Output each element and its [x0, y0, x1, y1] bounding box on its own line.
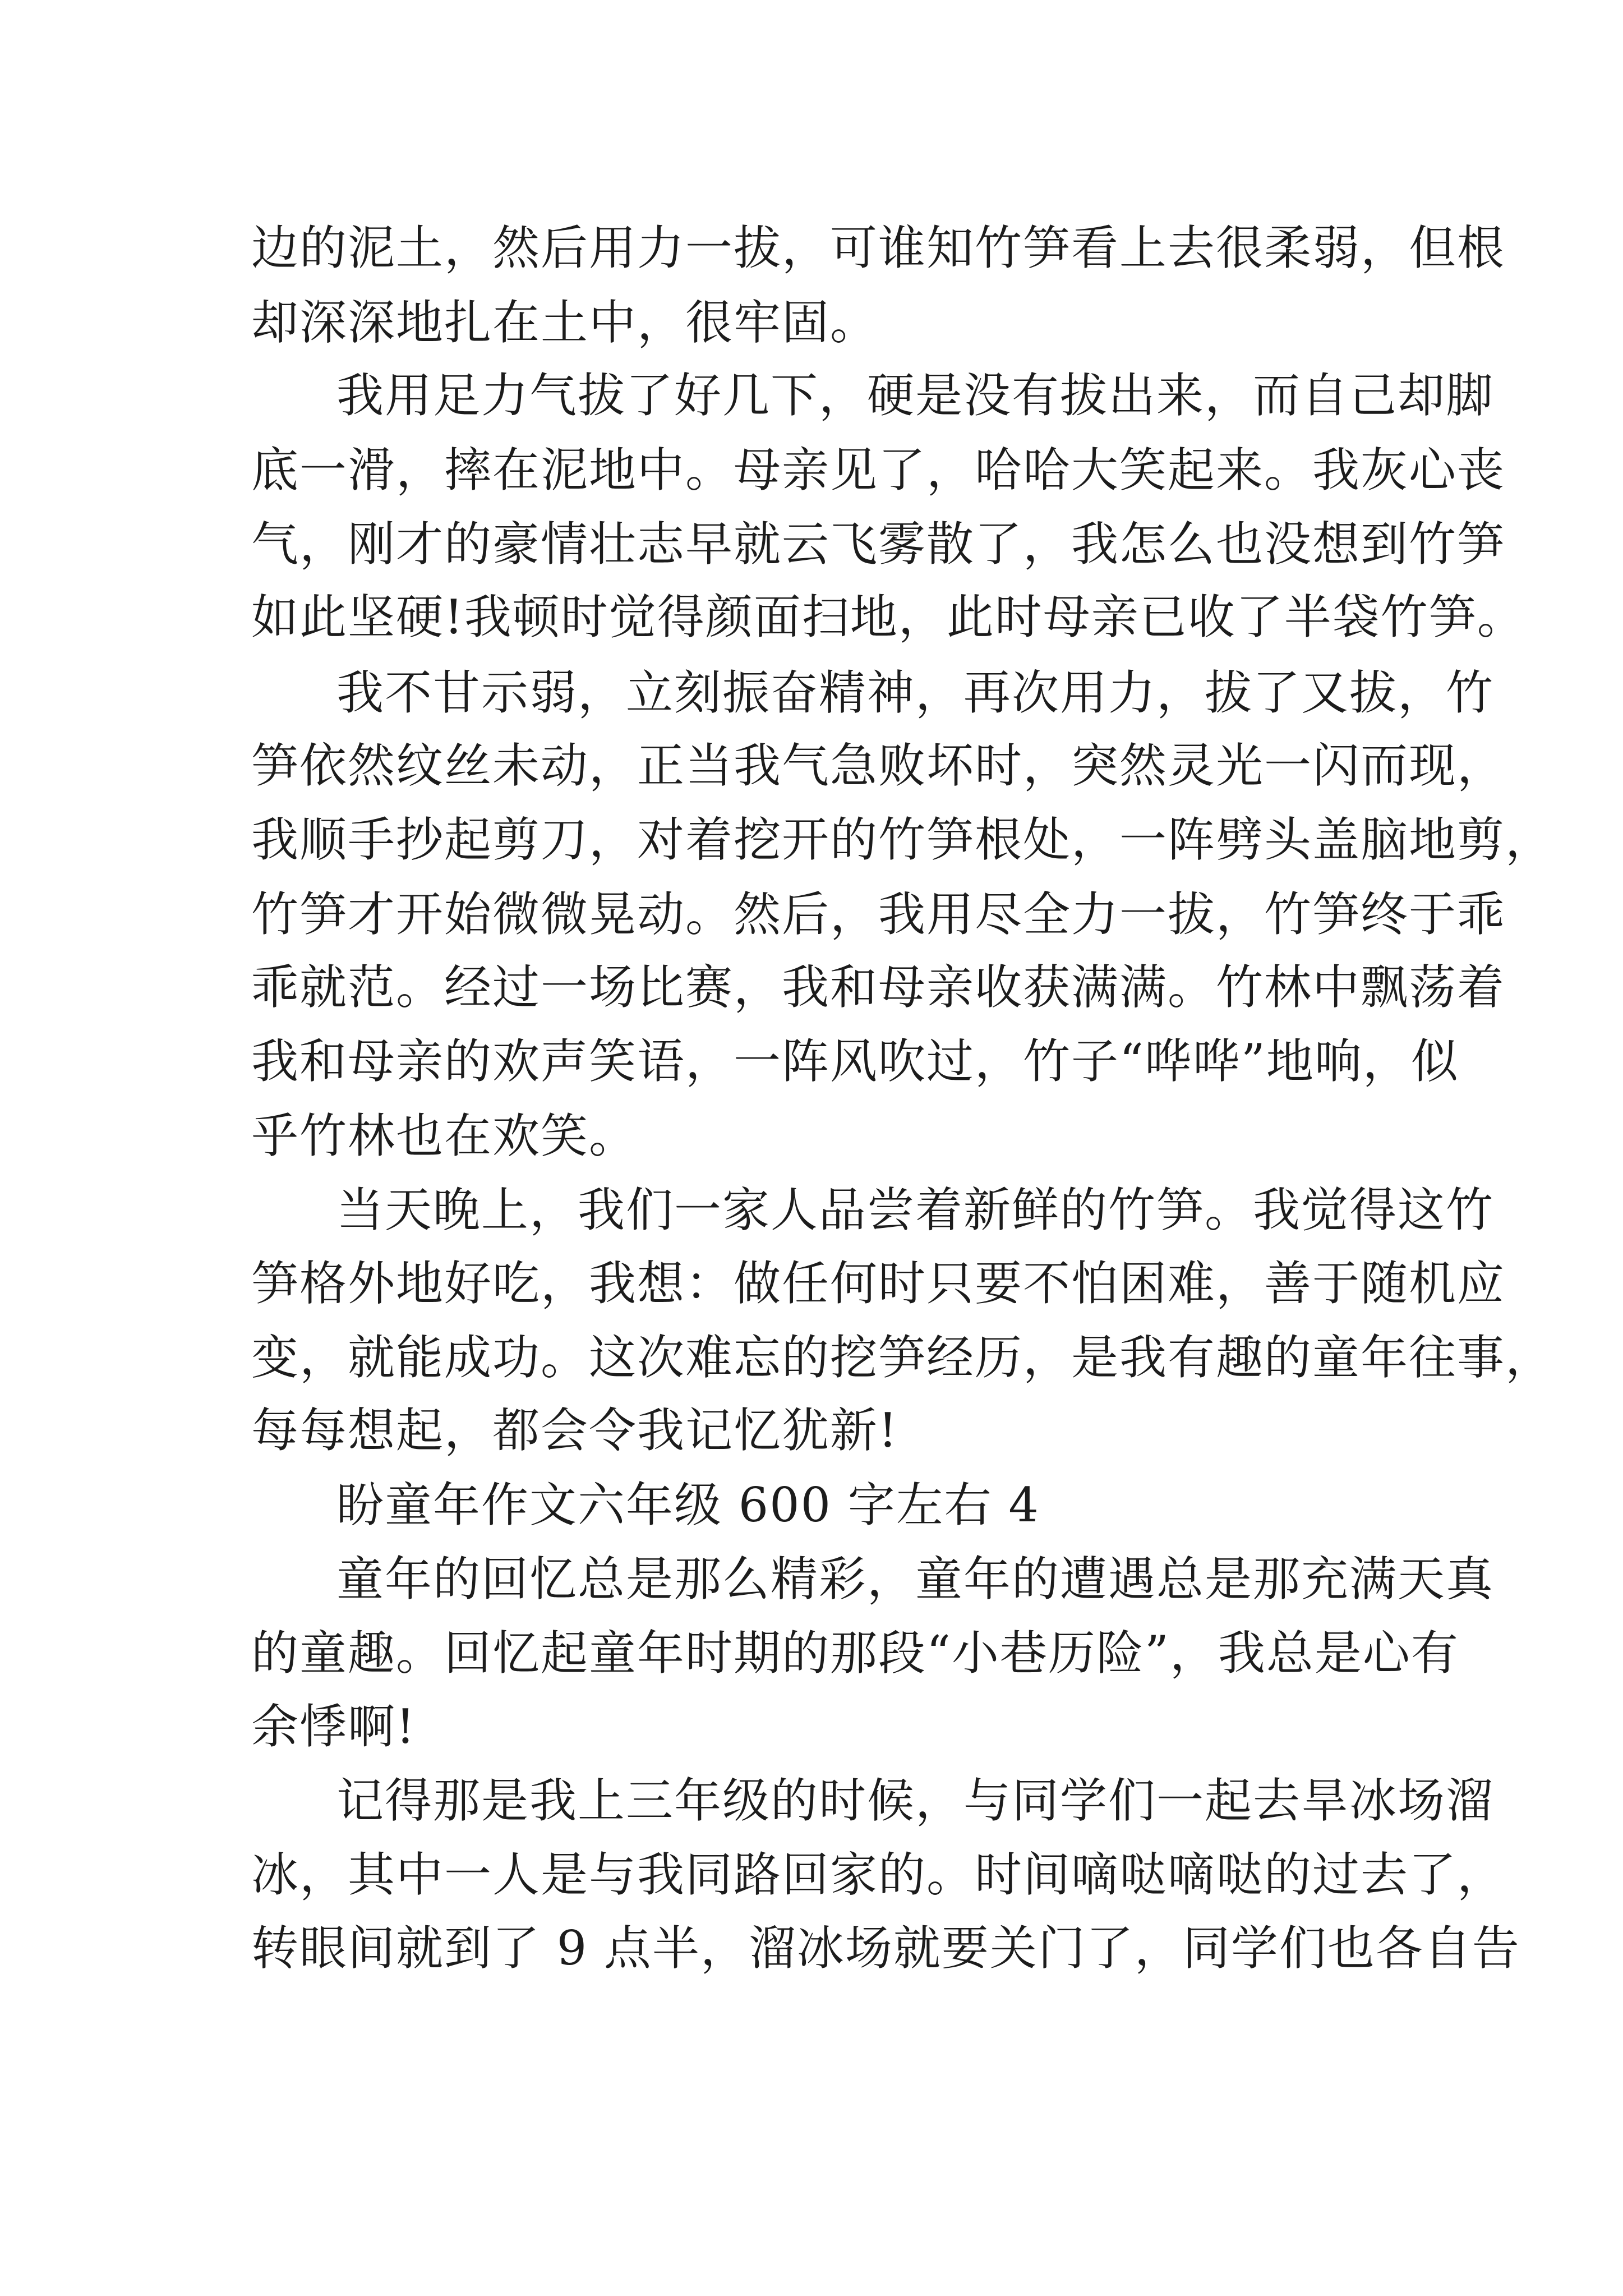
- text-line: 如此坚硬!我顿时觉得颜面扫地，此时母亲已收了半袋竹笋。: [251, 590, 1525, 645]
- text-line: 每每想起，都会令我记忆犹新!: [251, 1403, 898, 1458]
- text-line: 乖就范。经过一场比赛，我和母亲收获满满。竹林中飘荡着: [251, 960, 1506, 1015]
- text-line: 的童趣。回忆起童年时期的那段“小巷历险”，我总是心有: [251, 1626, 1459, 1681]
- text-line: 冰，其中一人是与我同路回家的。时间嘀哒嘀哒的过去了，: [251, 1847, 1506, 1902]
- text-line: 我顺手抄起剪刀，对着挖开的竹笋根处，一阵劈头盖脑地剪，: [251, 812, 1554, 867]
- text-line: 转眼间就到了 9 点半，溜冰场就要关门了，同学们也各自告: [251, 1921, 1520, 1976]
- section-heading: 盼童年作文六年级 600 字左右 4: [336, 1478, 1040, 1533]
- text-line: 笋依然纹丝未动，正当我气急败坏时，突然灵光一闪而现，: [251, 738, 1506, 793]
- text-line: 记得那是我上三年级的时候，与同学们一起去旱冰场溜: [336, 1773, 1495, 1828]
- text-line: 竹笋才开始微微晃动。然后，我用尽全力一拔，竹笋终于乖: [251, 887, 1506, 942]
- text-line: 底一滑，摔在泥地中。母亲见了，哈哈大笑起来。我灰心丧: [251, 443, 1506, 498]
- text-line: 笋格外地好吃，我想：做任何时只要不怕困难，善于随机应: [251, 1256, 1506, 1311]
- text-line: 边的泥土，然后用力一拔，可谁知竹笋看上去很柔弱，但根: [251, 220, 1506, 275]
- text-line: 余悸啊!: [251, 1699, 416, 1754]
- text-line: 气，刚才的豪情壮志早就云飞雾散了，我怎么也没想到竹笋: [251, 517, 1506, 572]
- text-line: 我不甘示弱，立刻振奋精神，再次用力，拔了又拔，竹: [336, 665, 1495, 720]
- text-line: 变，就能成功。这次难忘的挖笋经历，是我有趣的童年往事，: [251, 1330, 1554, 1385]
- text-line: 却深深地扎在土中，很牢固。: [251, 295, 879, 350]
- text-line: 乎竹林也在欢笑。: [251, 1108, 638, 1163]
- text-line: 童年的回忆总是那么精彩，童年的遭遇总是那充满天真: [336, 1552, 1495, 1607]
- text-line: 我和母亲的欢声笑语，一阵风吹过，竹子“哗哗”地响，似: [251, 1034, 1459, 1089]
- text-line: 我用足力气拔了好几下，硬是没有拔出来，而自己却脚: [336, 368, 1495, 423]
- text-line: 当天晚上，我们一家人品尝着新鲜的竹笋。我觉得这竹: [336, 1182, 1495, 1237]
